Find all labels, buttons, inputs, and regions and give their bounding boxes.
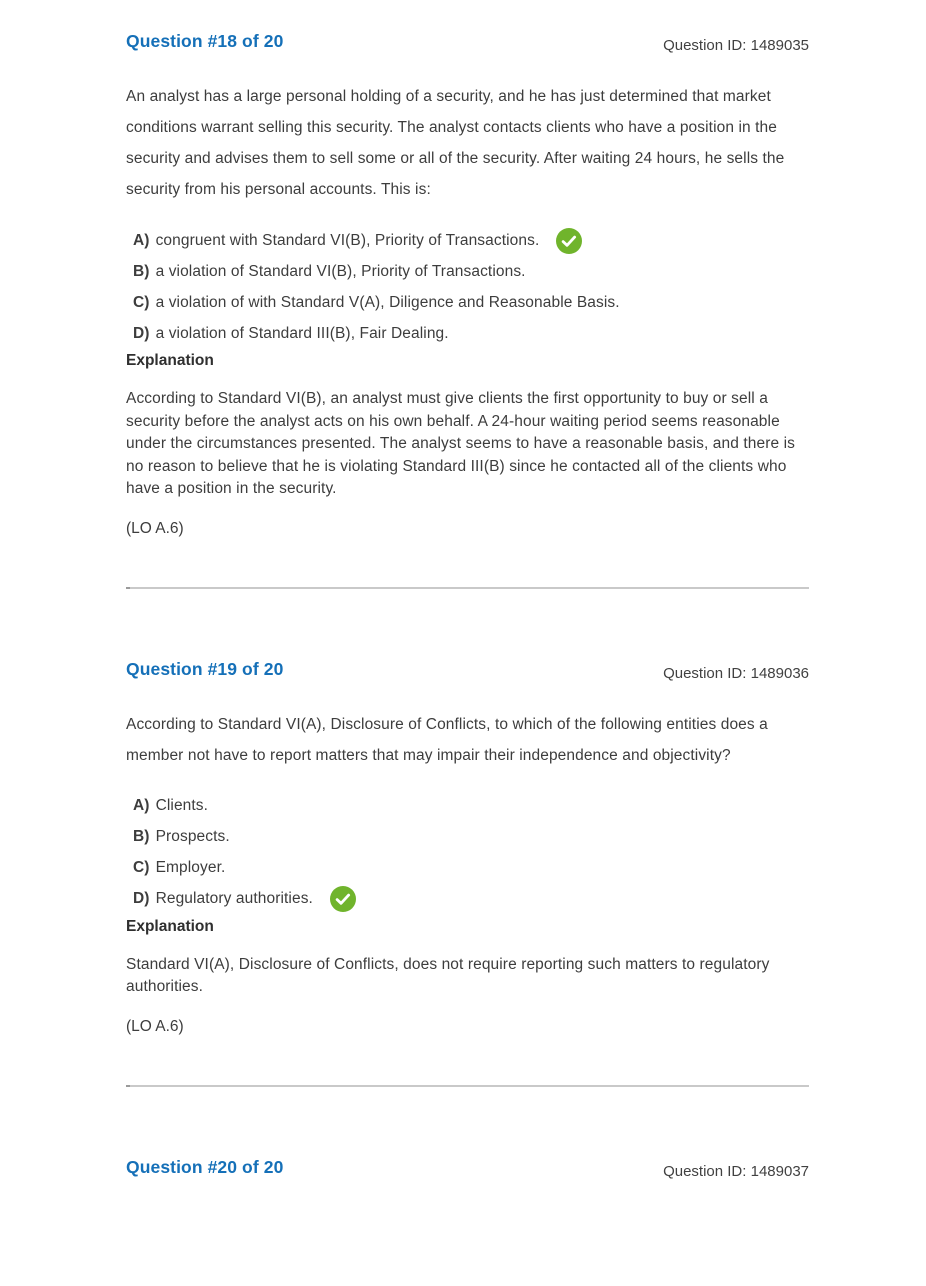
- question-number-heading: Question #19 of 20: [126, 658, 284, 679]
- learning-objective: (LO A.6): [126, 519, 184, 537]
- question-id: Question ID: 1489035: [663, 37, 809, 54]
- question-text: An analyst has a large personal holding of a security, and he has just determined that market conditions warrant selling this security. The analyst contacts clients who have a position in the security and advises them to sell some or all of the security. After waiting 24 hours, he sells the security from his personal accounts. This is:: [126, 88, 785, 198]
- option-letter: A): [133, 797, 150, 814]
- answer-option-a: [126, 791, 809, 822]
- option-text: a violation of Standard III(B), Fair Dealing.: [155, 324, 449, 342]
- option-letter: D): [133, 890, 150, 907]
- explanation-text: According to Standard VI(B), an analyst must give clients the first opportunity to buy or sell a security before the analyst acts on his own behalf. A 24-hour waiting period seems reasonable under the circumstances presented. The analyst seems to have a reasonable basis, and there is no reason to believe that he is violating Standard III(B) since he contacted all of the clients who have a position in the security.: [126, 390, 796, 497]
- answer-option-c: [126, 853, 809, 884]
- explanation-heading: Explanation: [126, 917, 214, 935]
- answer-option-b: [126, 256, 809, 287]
- option-text: Clients.: [155, 797, 209, 814]
- option-letter: B): [133, 828, 150, 845]
- question-text: According to Standard VI(A), Disclosure of Conflicts, to which of the following entities does a member not have to report matters that may impair their independence and objectivity?: [126, 715, 768, 764]
- answer-option-a: [126, 225, 809, 256]
- answer-options: [126, 225, 809, 349]
- learning-objective: (LO A.6): [126, 1017, 184, 1035]
- correct-answer-check-icon: [330, 886, 356, 912]
- question-block-19: [126, 658, 809, 1087]
- answer-option-b: [126, 822, 809, 853]
- question-header: [126, 30, 809, 56]
- option-letter: D): [133, 324, 150, 342]
- question-id: Question ID: 1489037: [663, 1162, 809, 1180]
- explanation-text: Standard VI(A), Disclosure of Conflicts, does not require reporting such matters to regulatory authorities.: [126, 955, 770, 995]
- answer-options: [126, 791, 809, 915]
- answer-option-c: [126, 287, 809, 318]
- question-block-18: [126, 30, 809, 589]
- option-text: a violation of with Standard V(A), Diligence and Reasonable Basis.: [155, 293, 620, 311]
- option-letter: C): [133, 859, 150, 876]
- option-letter: C): [133, 293, 150, 311]
- question-header: [126, 658, 809, 684]
- option-text: Prospects.: [155, 828, 230, 845]
- option-letter: B): [133, 262, 150, 280]
- answer-option-d: [126, 884, 809, 915]
- question-block-20: [126, 1156, 809, 1182]
- correct-answer-check-icon: [556, 228, 582, 254]
- question-header: [126, 1156, 809, 1182]
- option-text: congruent with Standard VI(B), Priority of Transactions.: [155, 231, 540, 249]
- option-text: Regulatory authorities.: [155, 890, 313, 907]
- explanation-heading: Explanation: [126, 352, 214, 369]
- option-letter: A): [133, 231, 150, 249]
- question-number-heading: Question #18 of 20: [126, 31, 284, 51]
- option-text: Employer.: [155, 859, 226, 876]
- question-id: Question ID: 1489036: [663, 664, 809, 682]
- answer-option-d: [126, 318, 809, 349]
- section-divider: [126, 1085, 809, 1087]
- question-number-heading: Question #20 of 20: [126, 1156, 284, 1177]
- option-text: a violation of Standard VI(B), Priority of Transactions.: [155, 262, 526, 280]
- section-divider: [126, 587, 809, 589]
